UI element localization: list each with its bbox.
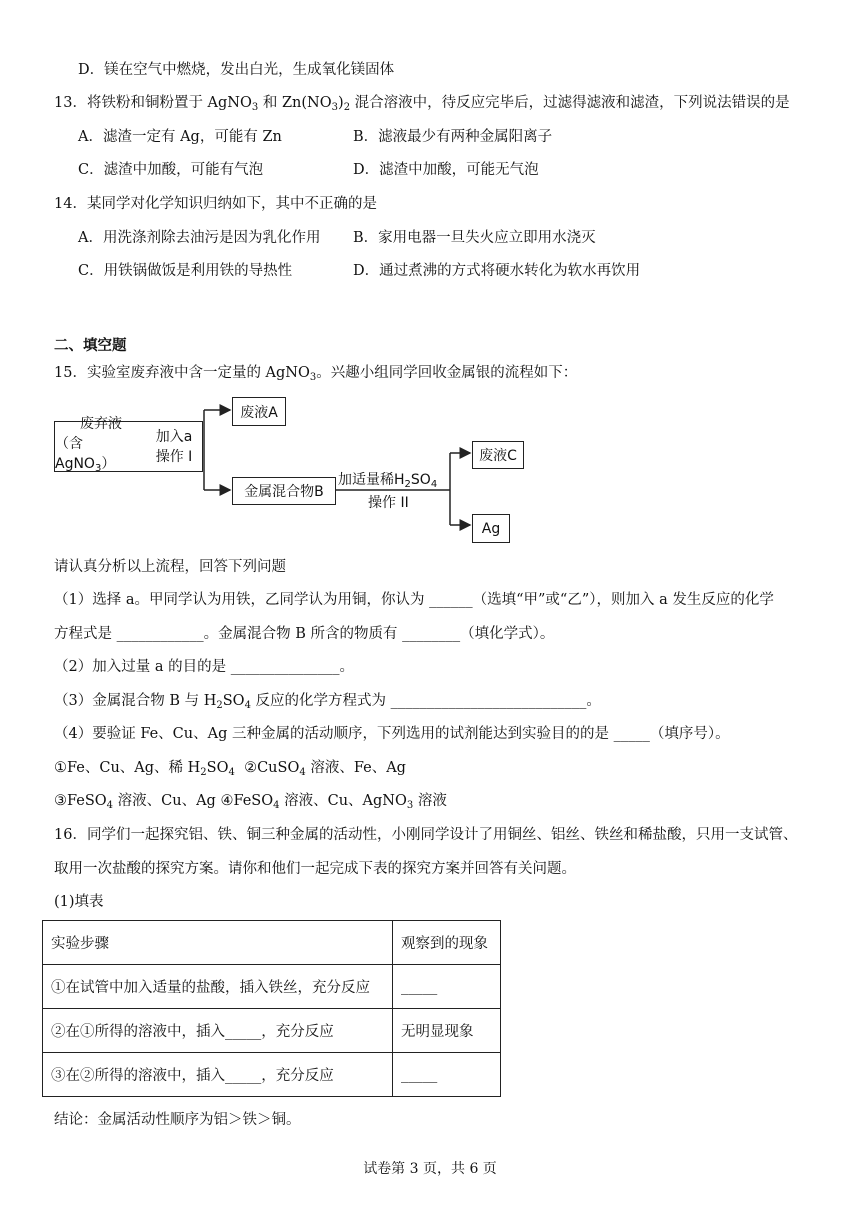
q15-stem: 15．实验室废弃液中含一定量的 AgNO$_3$。兴趣小组同学回收金属银的流程如下： [54,365,578,383]
q15-part2: （2）加入过量 a 的目的是 _______________。 [54,659,354,675]
waste-liquid-box [54,416,148,474]
q13-option-b: B．滤液最少有两种金属阳离子 [353,129,553,145]
q15-options-row2 [54,791,447,816]
q16-stem-line2: 取用一次盐酸的探究方案。请你和他们一起完成下表的探究方案并回答有关问题。 [54,861,576,877]
q16-fill-table: (1)填表 [54,894,104,910]
q14-option-b: B．家用电器一旦失火应立即用水浇灭 [353,230,596,246]
q13-option-d: D．滤渣中加酸，可能无气泡 [353,162,539,178]
q14-stem: 14．某同学对化学知识归纳如下，其中不正确的是 [54,196,377,212]
table-header-row [43,921,501,965]
step-cell: ①在试管中加入适量的盐酸，插入铁丝，充分反应 [43,965,393,1009]
q15-part4: （4）要验证 Fe、Cu、Ag 三种金属的活动顺序，下列选用的试剂能达到实验目的的是 _____（填序号）。 [54,726,730,742]
q16-conclusion: 结论：金属活动性顺序为铝＞铁＞铜。 [54,1112,301,1128]
add-acid-label: 加适量稀$H_2SO_4$ [338,472,438,490]
section-title: 二、填空题 [54,338,127,354]
add-a-box [146,421,203,472]
waste-liquid-content: （含 AgNO$_3$） [55,436,116,474]
table-row [43,1053,501,1097]
q13-stem: 13．将铁粉和铜粉置于 AgNO$_3$ 和 $Zn(NO_3)_2$ 混合溶液中，待反应完毕后，过滤得滤液和滤渣，下列说法错误的是 [54,95,790,113]
waste-liquid-label: 废弃液 [80,416,122,432]
q13-option-a: A．滤渣一定有 Ag，可能有 Zn [78,129,282,145]
step-cell: ②在①所得的溶液中，插入_____，充分反应 [43,1009,393,1053]
observation-cell: _____ [393,1053,501,1097]
add-a-label: 加入a [155,428,193,445]
q15-option-1: ①Fe、Cu、Ag、稀 $H_2SO_4$ [54,760,235,778]
q14-option-c: C．用铁锅做饭是利用铁的导热性 [78,263,293,279]
observation-cell: _____ [393,965,501,1009]
mixture-b-box: 金属混合物B [232,477,336,505]
q13-option-c: C．滤渣中加酸，可能有气泡 [78,162,264,178]
q15-prompt: 请认真分析以上流程，回答下列问题 [54,559,286,575]
observation-cell: 无明显现象 [393,1009,501,1053]
q15-option-2: ②CuSO$_4$ 溶液、Fe、Ag [244,760,406,778]
table-row [43,965,501,1009]
operation-2-label: 操作 II [368,495,409,511]
q15-part3: （3）金属混合物 B 与 $H_2SO_4$ 反应的化学方程式为 ___________________________。 [54,693,601,711]
q15-part1-line1: （1）选择 a。甲同学认为用铁，乙同学认为用铜，你认为 ______（选填“甲”或“乙”），则加入 a 发生反应的化学 [54,592,774,608]
q14-option-a: A．用洗涤剂除去油污是因为乳化作用 [78,230,321,246]
ag-box: Ag [472,514,510,543]
operation-1-label: 操作 I [155,448,193,465]
header-observation: 观察到的现象 [393,921,501,965]
page-footer: 试卷第 3 页，共 6 页 [363,1161,497,1177]
step-cell: ③在②所得的溶液中，插入_____，充分反应 [43,1053,393,1097]
q15-option-3: ③FeSO$_4$ 溶液、Cu、Ag [54,793,216,811]
liquid-a-box: 废液A [232,397,286,426]
header-step: 实验步骤 [43,921,393,965]
q15-options-row1 [54,758,406,783]
experiment-table [42,920,501,1097]
q14-option-d: D．通过煮沸的方式将硬水转化为软水再饮用 [353,263,641,279]
q15-option-4: ④FeSO$_4$ 溶液、Cu、AgNO$_3$ 溶液 [220,793,447,811]
q12-option-d: D．镁在空气中燃烧，发出白光，生成氧化镁固体 [78,62,395,78]
q15-part1-line2: 方程式是 ____________。金属混合物 B 所含的物质有 ________（填化学式）。 [54,626,555,642]
q16-stem-line1: 16．同学们一起探究铝、铁、铜三种金属的活动性，小刚同学设计了用铜丝、铝丝、铁丝和稀盐酸，只用一支试管、 [54,827,798,843]
table-row [43,1009,501,1053]
liquid-c-box: 废液C [472,441,524,469]
